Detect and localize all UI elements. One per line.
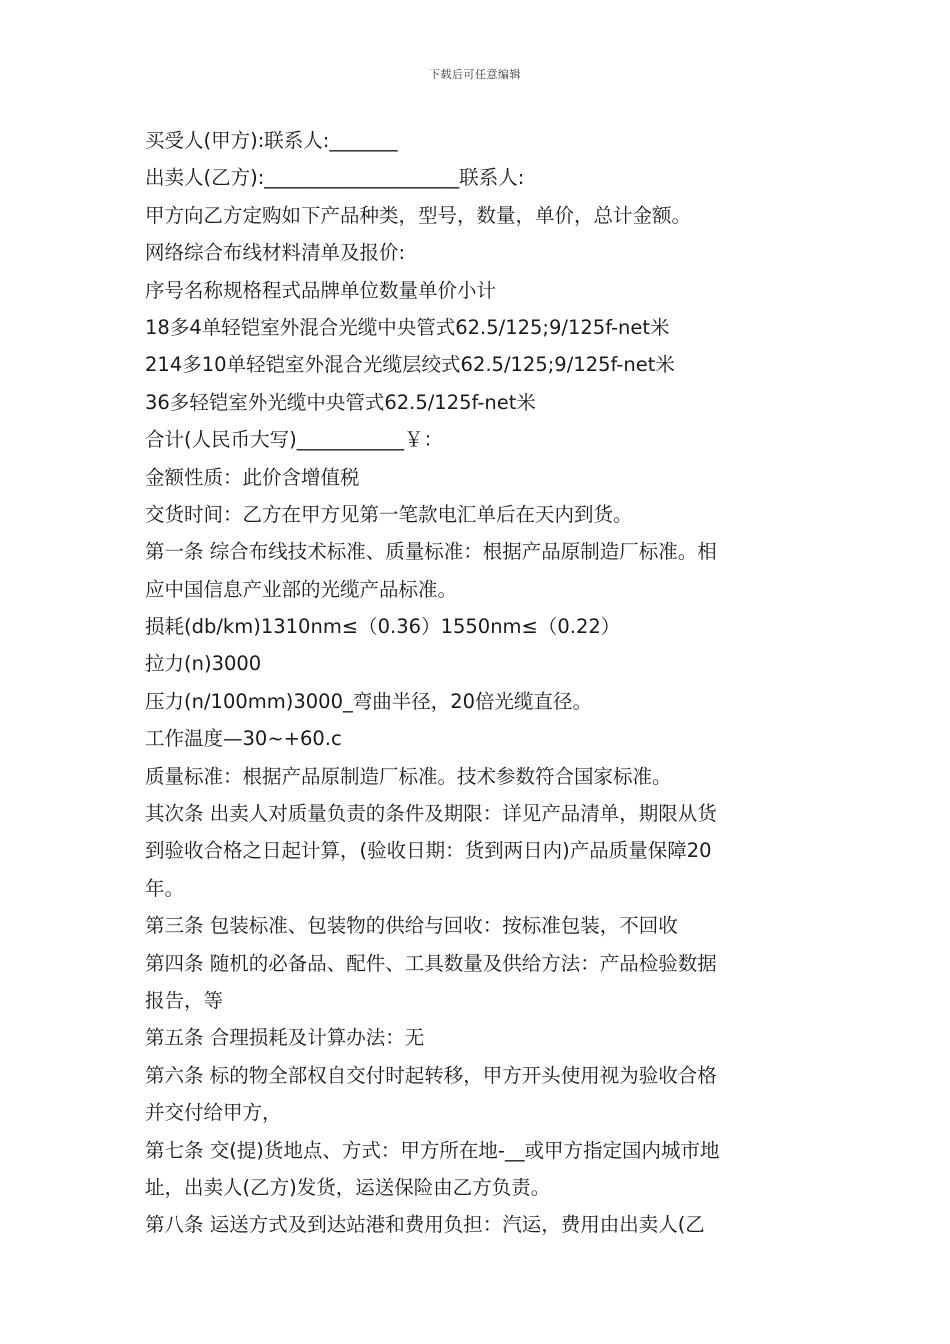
materials-heading: 网络综合布线材料清单及报价: — [145, 241, 406, 265]
loss-spec-line: 损耗(db/km)1310nm≤（0.36）1550nm≤（0.22） — [145, 615, 621, 639]
page-header-note: 下载后可任意编辑 — [429, 68, 521, 81]
article-1-line-2: 应中国信息产业部的光缆产品标准。 — [145, 577, 458, 601]
seller-line: 出卖人(乙方):____________________联系人: — [145, 166, 525, 190]
article-8-line-1: 第八条 运送方式及到达站港和费用负担：汽运，费用由出卖人(乙 — [145, 1213, 705, 1237]
product-row-2: 214多10单轻铠室外混合光缆层绞式62.5/125;9/125f-net米 — [145, 353, 675, 377]
article-6-line-1: 第六条 标的物全部权自交付时起转移，甲方开头使用视为验收合格 — [145, 1063, 717, 1087]
order-intro-line: 甲方向乙方定购如下产品种类，型号，数量，单价，总计金额。 — [145, 203, 692, 227]
table-header-line: 序号名称规格程式品牌单位数量单价小计 — [145, 278, 497, 302]
article-2-line-3: 年。 — [145, 876, 185, 900]
article-2-line-2: 到验收合格之日起计算，(验收日期：货到两日内)产品质量保障20 — [145, 839, 712, 863]
article-4-line-2: 报告，等 — [145, 988, 224, 1012]
delivery-time-line: 交货时间：乙方在甲方见第一笔款电汇单后在天内到货。 — [145, 502, 633, 526]
article-2-line-1: 其次条 出卖人对质量负责的条件及期限：详见产品清单，期限从货 — [145, 802, 717, 826]
contract-body — [145, 122, 810, 1244]
amount-nature-line: 金额性质：此价含增值税 — [145, 465, 360, 489]
article-7-line-1: 第七条 交(提)货地点、方式：甲方所在地-__或甲方指定国内城市地 — [145, 1138, 720, 1162]
article-4-line-1: 第四条 随机的必备品、配件、工具数量及供给方法：产品检验数据 — [145, 951, 717, 975]
article-7-line-2: 址，出卖人(乙方)发货，运送保险由乙方负责。 — [145, 1175, 551, 1199]
product-row-3: 36多轻铠室外光缆中央管式62.5/125f-net米 — [145, 390, 536, 414]
temperature-spec-line: 工作温度—30~+60.c — [145, 727, 342, 751]
product-row-1: 18多4单轻铠室外混合光缆中央管式62.5/125;9/125f-net米 — [145, 315, 670, 339]
article-6-line-2: 并交付给甲方， — [145, 1101, 282, 1125]
article-1-line-1: 第一条 综合布线技术标准、质量标准：根据产品原制造厂标准。相 — [145, 540, 717, 564]
quality-standard-line: 质量标准：根据产品原制造厂标准。技术参数符合国家标准。 — [145, 764, 672, 788]
article-3-line: 第三条 包装标准、包装物的供给与回收：按标准包装，不回收 — [145, 914, 678, 938]
buyer-line: 买受人(甲方):联系人:_______ — [145, 129, 398, 152]
pressure-spec-line: 压力(n/100mm)3000_弯曲半径，20倍光缆直径。 — [145, 689, 593, 713]
total-line: 合计(人民币大写)___________￥： — [145, 428, 443, 452]
tension-spec-line: 拉力(n)3000 — [145, 652, 262, 676]
article-5-line: 第五条 合理损耗及计算办法：无 — [145, 1026, 425, 1050]
